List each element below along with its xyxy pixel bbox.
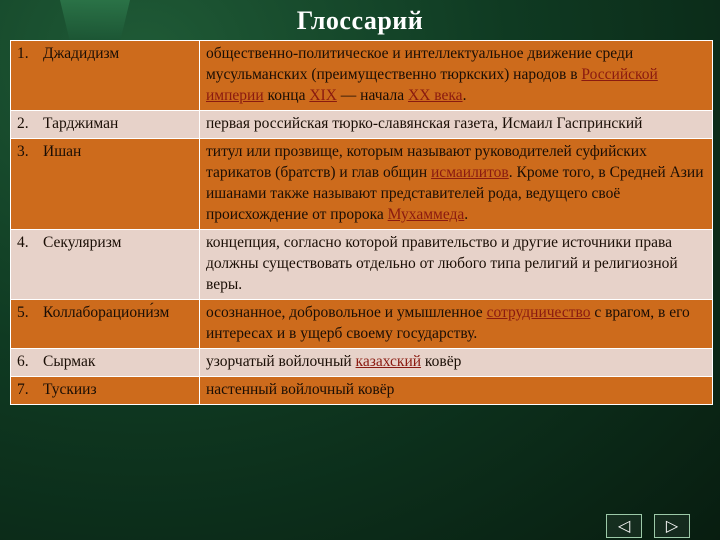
definition-link[interactable]: казахский	[355, 353, 422, 370]
definition-cell	[200, 139, 713, 230]
term-label: Сырмак	[43, 353, 96, 370]
row-number: 2.	[17, 115, 29, 132]
term-label: Ишан	[43, 143, 82, 160]
definition-text: — начала	[336, 87, 409, 104]
definition-text: ковёр	[421, 353, 462, 370]
glossary-table	[10, 40, 713, 405]
page-title: Глоссарий	[296, 6, 424, 35]
term-cell	[11, 230, 200, 300]
next-slide-button[interactable]	[654, 514, 690, 538]
table-row	[11, 111, 713, 139]
triangle-right-icon: ▷	[665, 518, 679, 535]
table-row	[11, 349, 713, 377]
definition-link[interactable]: исмаилитов	[431, 164, 509, 181]
definition-link[interactable]: XX века	[408, 87, 463, 104]
definition-text: конца	[263, 87, 310, 104]
term-label: Тарджиман	[43, 115, 119, 132]
term-cell	[11, 139, 200, 230]
definition-cell	[200, 377, 713, 405]
term-cell	[11, 377, 200, 405]
row-number: 5.	[17, 304, 29, 321]
definition-link[interactable]: Мухаммеда	[387, 206, 465, 223]
term-label: Коллаборациони́зм	[43, 304, 170, 321]
term-cell	[11, 41, 200, 111]
row-number: 3.	[17, 143, 29, 160]
definition-text: титул или прозвище, которым называют руководителей суфийских тарикатов (братств) и глав общин	[206, 143, 647, 181]
row-number: 4.	[17, 234, 29, 251]
term-cell	[11, 349, 200, 377]
definition-text: .	[464, 206, 469, 223]
definition-cell	[200, 41, 713, 111]
definition-text: концепция, согласно которой правительство и другие источники права должны существовать отдельно от любого типа религий и религиозной веры.	[206, 234, 678, 293]
term-label: Тускииз	[43, 381, 97, 398]
row-number: 7.	[17, 381, 29, 398]
term-cell	[11, 300, 200, 349]
term-label: Секуляризм	[43, 234, 122, 251]
definition-link[interactable]: XIX	[309, 87, 337, 104]
definition-link[interactable]: сотрудничество	[486, 304, 591, 321]
definition-cell	[200, 111, 713, 139]
row-number: 1.	[17, 45, 29, 62]
definition-text: узорчатый войлочный	[206, 353, 356, 370]
definition-text: общественно-политическое и интеллектуальное движение среди мусульманских (преимущественно тюркских) народов в	[206, 45, 634, 83]
table-row	[11, 300, 713, 349]
table-row	[11, 377, 713, 405]
definition-cell	[200, 349, 713, 377]
table-row	[11, 41, 713, 111]
definition-text: настенный войлочный ковёр	[206, 381, 395, 398]
definition-cell	[200, 230, 713, 300]
definition-text: осознанное, добровольное и умышленное	[206, 304, 487, 321]
definition-link[interactable]: Российской империи	[206, 66, 658, 104]
table-row	[11, 230, 713, 300]
definition-text: .	[462, 87, 467, 104]
definition-text: первая российская тюрко-славянская газета, Исмаил Гаспринский	[206, 115, 643, 132]
prev-slide-button[interactable]	[606, 514, 642, 538]
term-label: Джадидизм	[43, 45, 120, 62]
definition-cell	[200, 300, 713, 349]
term-cell	[11, 111, 200, 139]
definition-text: с врагом, в его интересах и в ущерб своему государству.	[206, 304, 690, 342]
row-number: 6.	[17, 353, 29, 370]
triangle-left-icon: ◁	[617, 518, 631, 535]
table-row	[11, 139, 713, 230]
definition-text: . Кроме того, в Средней Азии ишанами также называют представителей рода, ведущего своё происхождение от пророка	[206, 164, 704, 223]
